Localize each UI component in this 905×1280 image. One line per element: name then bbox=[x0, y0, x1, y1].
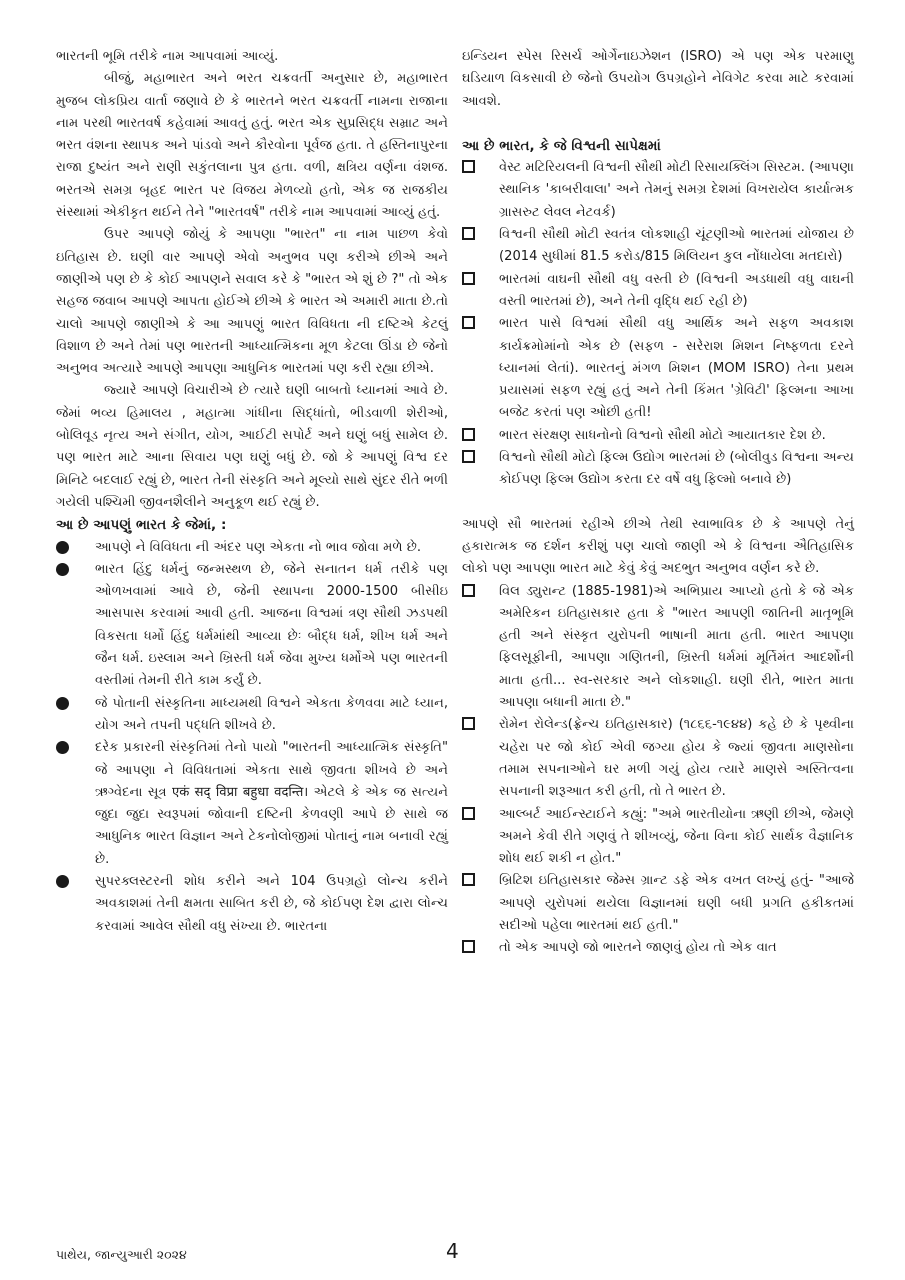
spacer bbox=[462, 113, 854, 135]
paragraph: ઉપર આપણે જોયું કે આપણા "ભારત" ના નામ પાછળ કેવો ઇતિહાસ છે. ઘણી વાર આપણે એવો અનુભવ પણ કરીએ છીએ અને જાણીએ પણ છે કે કોઈ આપણને સવાલ કરે કે "ભારત એ શું છે ?" તો એક સહજ જવાબ આપણે આપતા હોઈએ છીએ કે ભારત એ અમારી માતા છે.તો ચાલો આપણે જાણીએ કે આ આપણું ભારત વિવિધતા ની દષ્ટિએ કેટલું વિશાળ છે અને તેમાં પણ ભારતની આધ્યાત્મિકના મૂળ કેટલા ઊંડા છે જેનો અનુભવ અત્યારે આપણે આપણા આધુનિક ભારતમાં પણ કરી રહ્યા છીએ. bbox=[56, 227, 448, 377]
paragraph: ભારતની ભૂમિ તરીકે નામ આપવામાં આવ્યું. bbox=[56, 49, 279, 64]
list-item-text: ભારત સંરક્ષણ સાધનોનો વિશ્વનો સૌથી મોટો આયાતકાર દેશ છે. bbox=[499, 427, 826, 443]
list-item bbox=[462, 224, 854, 269]
list-item bbox=[462, 581, 854, 715]
checkbox-square-icon bbox=[462, 940, 475, 953]
checkbox-square-icon bbox=[462, 316, 475, 329]
publication-info: પાથેય, જાન્યુઆરી ૨૦૨૪ bbox=[56, 1247, 187, 1262]
list-item bbox=[462, 870, 854, 937]
list-item-text: વિશ્વનો સૌથી મોટો ફિલ્મ ઉદ્યોગ ભારતમાં છે (બોલીવુડ વિશ્વના અન્ય કોઈપણ ફિલ્મ ઉદ્યોગ કરતા દર વર્ષે વધુ ફિલ્મો બનાવે છે) bbox=[499, 450, 854, 488]
page-footer bbox=[56, 1239, 849, 1267]
list-item bbox=[462, 269, 854, 314]
bullet-icon bbox=[56, 541, 69, 554]
paragraph: આપણે સૌ ભારતમાં રહીએ છીએ તેથી સ્વાભાવિક છે કે આપણે તેનું હકારાત્મક જ દર્શન કરીશું પણ ચાલો જાણી એ કે વિશ્વના ઐતિહાસિક લોકો પણ આપણા ભારત માટે કેવું કેવું અદભુત અનુભવ વર્ણન કરે છે. bbox=[462, 516, 854, 577]
checkbox-square-icon bbox=[462, 160, 475, 173]
bullet-icon bbox=[56, 875, 69, 888]
left-column bbox=[56, 46, 448, 938]
paragraph: જ્યારે આપણે વિચારીએ છે ત્યારે ઘણી બાબતો ધ્યાનમાં આવે છે. જેમાં ભવ્ય હિમાલય , મહાત્મા ગાંધીના સિદ્ધાંતો, ભીડવાળી શેરીઓ, બોલિવૂડ નૃત્ય અને સંગીત, યોગ, આઈટી સપોર્ટ અને ઘણું બધું સામેલ છે. પણ ભારત માટે આના સિવાય પણ ઘણું બધું છે. જો કે આપણું વિશ્વ દર મિનિટે બદલાઈ રહ્યું છે, ભારત તેની સંસ્કૃતિ અને મૂલ્યો સાથે સુંદર રીતે ભળી ગયેલી પશ્ચિમી જીવનશૈલીને અનુકૂળ થઈ રહ્યું છે. bbox=[56, 383, 448, 510]
list-item bbox=[56, 537, 448, 559]
list-item bbox=[462, 425, 854, 447]
list-item-text: આપણે ને વિવિધતા ની અંદર પણ એકતા નો ભાવ જોવા મળે છે. bbox=[95, 539, 421, 555]
list-item bbox=[462, 804, 854, 871]
quote-text: તો એક આપણે જો ભારતને જાણવું હોય તો એક વાત bbox=[499, 940, 777, 956]
quote-text: રોમેન રોલેન્ડ(ફ્રેન્ચ ઇતિહાસકાર) (૧૮૬૬-૧૯૪૪) કહે છે કે પૃથ્વીના ચહેરા પર જો કોઈ એવી જગ્યા હોય કે જ્યાં જીવતા માણસોના તમામ સપનાઓને ઘર મળી ગયું હોય ત્યારે માણસે અસ્તિત્વના સપનાની શરૂઆત કરી હતી, તો તે ભારત છે. bbox=[499, 717, 854, 800]
checkbox-square-icon bbox=[462, 272, 475, 285]
list-item bbox=[56, 737, 448, 871]
checkbox-square-icon bbox=[462, 450, 475, 463]
checkbox-square-icon bbox=[462, 227, 475, 240]
bullet-icon bbox=[56, 697, 69, 710]
paragraph: ઇન્ડિયન સ્પેસ રિસર્ચ ઓર્ગેનાઇઝેશન (ISRO) એ પણ એક પરમાણુ ઘડિયાળ વિકસાવી છે જેનો ઉપયોગ ઉપગ્રહોને નેવિગેટ કરવા માટે કરવામાં આવશે. bbox=[462, 49, 854, 109]
list-item-text: ભારત પાસે વિશ્વમાં સૌથી વધુ આર્થિક અને સફળ અવકાશ કાર્યક્રમોમાંનો એક છે (સફળ - સરેરાશ મિશન નિષ્ફળતા દરને ધ્યાનમાં લેતાં). ભારતનું મંગળ મિશન (MOM ISRO) તેના પ્રથમ પ્રયાસમાં સફળ રહ્યું હતું અને તેની કિંમત 'ગ્રેવિટી' ફિલ્મના આખા બજેટ કરતાં પણ ઓછી હતી! bbox=[499, 316, 854, 421]
list-item bbox=[462, 157, 854, 224]
quote-text: વિલ ડ્યુરાન્ટ (1885-1981)એ અભિપ્રાય આપ્યો હતો કે જે એક અમેરિકન ઇતિહાસકાર હતા કે "ભારત આપણી જાતિની માતૃભૂમિ હતી અને સંસ્કૃત યુરોપની ભાષાની માતા હતી. ભારત આપણા ફિલસૂફીની, આપણા ગણિતની, ખ્રિસ્તી ધર્મમાં મૂર્તિમંત આદર્શોની માતા હતી... સ્વ-સરકાર અને લોકશાહી. ઘણી રીતે, ભારત માતા આપણા બધાની માતા છે." bbox=[499, 583, 854, 711]
list-item bbox=[462, 937, 854, 959]
checkbox-square-icon bbox=[462, 428, 475, 441]
list-item bbox=[462, 447, 854, 492]
list-item bbox=[56, 693, 448, 738]
quote-text: આલ્બર્ટ આઈન્સ્ટાઈને કહ્યું: "અમે ભારતીયોના ઋણી છીએ, જેમણે અમને કેવી રીતે ગણવું તે શીખવ્યું, જેના વિના કોઈ સાર્થક વૈજ્ઞાનિક શોધ થઈ શકી ન હોત." bbox=[499, 806, 854, 867]
list-item-text: ભારતમાં વાઘની સૌથી વધુ વસ્તી છે (વિશ્વની અડધાથી વધુ વાઘની વસ્તી ભારતમાં છે), અને તેની વૃદ્ધિ થઈ રહી છે) bbox=[499, 271, 854, 309]
checkbox-square-icon bbox=[462, 717, 475, 730]
page-number: 4 bbox=[446, 1239, 459, 1263]
paragraph: બીજું, મહાભારત અને ભરત ચક્રવર્તી અનુસાર છે, મહાભારત મુજબ લોકપ્રિય વાર્તા જણાવે છે કે ભારતને ભરત ચક્રવર્તી નામના રાજાના નામ પરથી ભારતવર્ષ કહેવામાં આવતું હતું. ભરત એક સુપ્રસિદ્ધ સમ્રાટ અને ભરત વંશના સ્થાપક અને પાંડવો અને કૌરવોના પૂર્વજ હતા. તે હસ્તિનાપુરના રાજા દુષ્યંત અને રાણી સકુંતલાના પુત્ર હતા. વળી, ક્ષત્રિય વર્ણના વંશજ. ભરતએ સમગ્ર બૃહદ ભારત પર વિજય મેળવ્યો હતો, એક જ રાજકીય સંસ્થામાં એકીકૃત થઈને તેને "ભારતવર્ષ" તરીકે નામ આપવામાં આવ્યું હતું. bbox=[56, 71, 448, 221]
checkbox-square-icon bbox=[462, 807, 475, 820]
list-item-text: ભારત હિંદુ ધર્મનું જન્મસ્થળ છે, જેને સનાતન ધર્મ તરીકે પણ ઓળખવામાં આવે છે, જેની સ્થાપના 2000-1500 બીસીઇ આસપાસ કરવામાં આવી હતી. આજના વિશ્વમાં ત્રણ સૌથી ઝડપથી વિકસતા ધર્મો હિંદુ ધર્મમાંથી આવ્યા છેઃ બૌદ્ધ ધર્મ, શીખ ધર્મ અને જૈન ધર્મ. ઇસ્લામ અને ખ્રિસ્તી ધર્મ જેવા મુખ્ય ધર્મોએ પણ ભારતની વસ્તીમાં તેમની રીતે કામ કર્યું છે. bbox=[95, 561, 448, 689]
list-item-text: જે પોતાની સંસ્કૃતિના માધ્યમથી વિશ્વને એકતા કેળવવા માટે ધ્યાન, યોગ અને તપની પદ્ધતિ શીખવે છે. bbox=[95, 695, 448, 733]
section-heading: આ છે ભારત, કે જે વિશ્વની સાપેક્ષમાં bbox=[462, 137, 661, 154]
checkbox-square-icon bbox=[462, 584, 475, 597]
spacer bbox=[462, 492, 854, 514]
section-heading: આ છે આપણું ભારત કે જેમાં, : bbox=[56, 517, 227, 534]
right-column bbox=[462, 46, 854, 960]
list-item-text: વેસ્ટ મટિરિયલની વિશ્વની સૌથી મોટી રિસાયક્લિંગ સિસ્ટમ. (આપણા સ્થાનિક 'કાબરીવાલા' અને તેમનું સમગ્ર દેશમાં વિખરાયેલ કાર્યાત્મક ગ્રાસરુટ લેવલ નેટવર્ક) bbox=[499, 160, 854, 220]
quote-text: બ્રિટિશ ઇતિહાસકાર જેમ્સ ગ્રાન્ટ ડફે એક વખત લખ્યું હતું- "આજે આપણે યુરોપમાં થયેલા વિજ્ઞાનમાં ઘણી બધી પ્રગતિ હકીકતમાં સદીઓ પહેલા ભારતમાં થઈ હતી." bbox=[499, 873, 854, 933]
checkbox-square-icon bbox=[462, 873, 475, 886]
bullet-icon bbox=[56, 563, 69, 576]
list-item bbox=[462, 714, 854, 803]
list-item bbox=[462, 313, 854, 424]
list-item-text: સુપરક્લસ્ટરની શોધ કરીને અને 104 ઉપગ્રહો લોન્ચ કરીને અવકાશમાં તેની ક્ષમતા સાબિત કરી છે, જે કોઈપણ દેશ દ્વારા લોન્ચ કરવામાં આવેલ સૌથી વધુ સંખ્યા છે. ભારતના bbox=[95, 873, 448, 934]
bullet-icon bbox=[56, 741, 69, 754]
list-item-text: દરેક પ્રકારની સંસ્કૃતિમાં તેનો પાયો "ભારતની આધ્યાત્મિક સંસ્કૃતિ" જે આપણા ને વિવિધતામાં એકતા સાથે જીવતા શીખવે છે અને ઋગ્વેદના સૂત્ર एकं सद् विप्रा बहुधा वदन्ति। એટલે કે એક જ સત્યને જુદા જુદા સ્વરૂપમાં જોવાની દષ્ટિની કેળવણી આપે છે સાથે જ આધુનિક ભારત વિજ્ઞાન અને ટેકનોલોજીમાં પોતાનું નામ બનાવી રહ્યું છે. bbox=[95, 740, 448, 867]
list-item bbox=[56, 871, 448, 938]
list-item-text: વિશ્વની સૌથી મોટી સ્વતંત્ર લોકશાહી ચૂંટણીઓ ભારતમાં યોજાય છે (2014 સુધીમાં 81.5 કરોડ/815 મિલિયન કુલ નોંધાયેલા મતદારો) bbox=[499, 227, 854, 265]
list-item bbox=[56, 559, 448, 693]
